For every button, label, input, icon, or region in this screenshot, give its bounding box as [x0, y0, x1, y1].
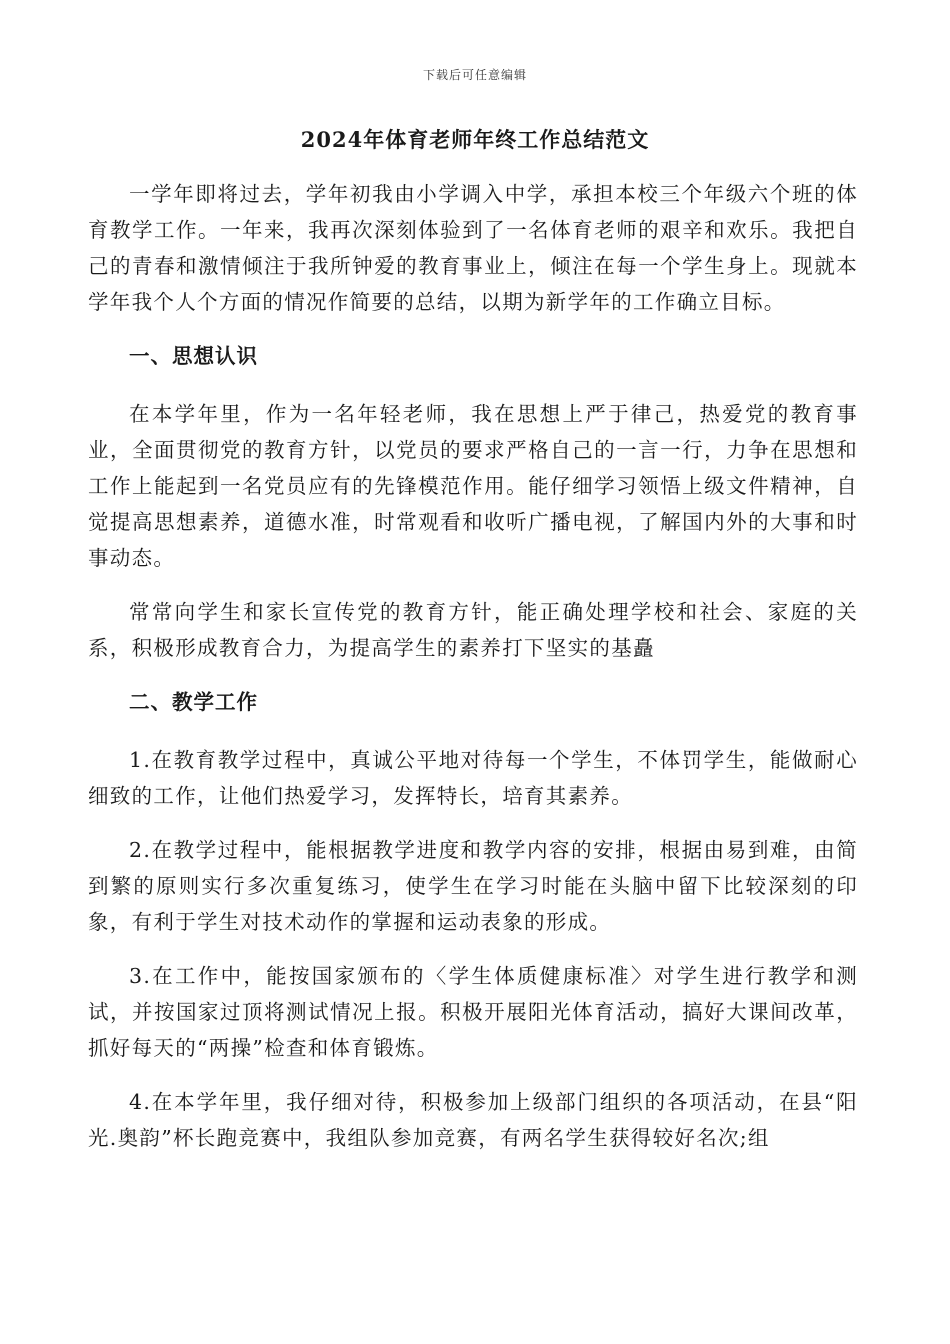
- paragraph-thought-1: 在本学年里，作为一名年轻老师，我在思想上严于律己，热爱党的教育事业，全面贯彻党的教育方针，以党员的要求严格自己的一言一行，力争在思想和工作上能起到一名党员应有的先锋模范作用。能仔细学习领悟上级文件精神，自觉提高思想素养，道德水准，时常观看和收听广播电视，了解国内外的大事和时事动态。: [88, 402, 858, 570]
- paragraph-teaching-2: 2.在教学过程中，能根据教学进度和教学内容的安排，根据由易到难，由简到繁的原则实行多次重复练习，使学生在学习时能在头脑中留下比较深刻的印象，有利于学生对技术动作的掌握和运动表象的形成。: [88, 838, 858, 934]
- paragraph-thought-2: 常常向学生和家长宣传党的教育方针，能正确处理学校和社会、家庭的关系，积极形成教育合力，为提高学生的素养打下坚实的基矗: [88, 600, 858, 660]
- paragraph-teaching-1: 1.在教育教学过程中，真诚公平地对待每一个学生，不体罚学生，能做耐心细致的工作，让他们热爱学习，发挥特长，培育其素养。: [88, 748, 858, 808]
- document-body: [88, 176, 858, 1174]
- paragraph-teaching-4: 4.在本学年里，我仔细对待，积极参加上级部门组织的各项活动，在县“阳光.奥韵”杯长跑竞赛中，我组队参加竞赛，有两名学生获得较好名次;组: [88, 1090, 858, 1150]
- section-heading-teaching: 二、教学工作: [129, 690, 258, 714]
- paragraph-teaching-3: 3.在工作中，能按国家颁布的〈学生体质健康标准〉对学生进行教学和测试，并按国家过顶将测试情况上报。积极开展阳光体育活动，搞好大课间改革，抓好每天的“两操”检查和体育锻炼。: [88, 964, 858, 1060]
- paragraph-intro: 一学年即将过去，学年初我由小学调入中学，承担本校三个年级六个班的体育教学工作。一年来，我再次深刻体验到了一名体育老师的艰辛和欢乐。我把自己的青春和激情倾注于我所钟爱的教育事业上，倾注在每一个学生身上。现就本学年我个人个方面的情况作简要的总结，以期为新学年的工作确立目标。: [88, 182, 858, 314]
- document-title: 2024年体育老师年终工作总结范文: [300, 127, 650, 152]
- section-heading-thought: 一、思想认识: [129, 344, 258, 368]
- header-note: 下载后可任意编辑: [422, 68, 527, 82]
